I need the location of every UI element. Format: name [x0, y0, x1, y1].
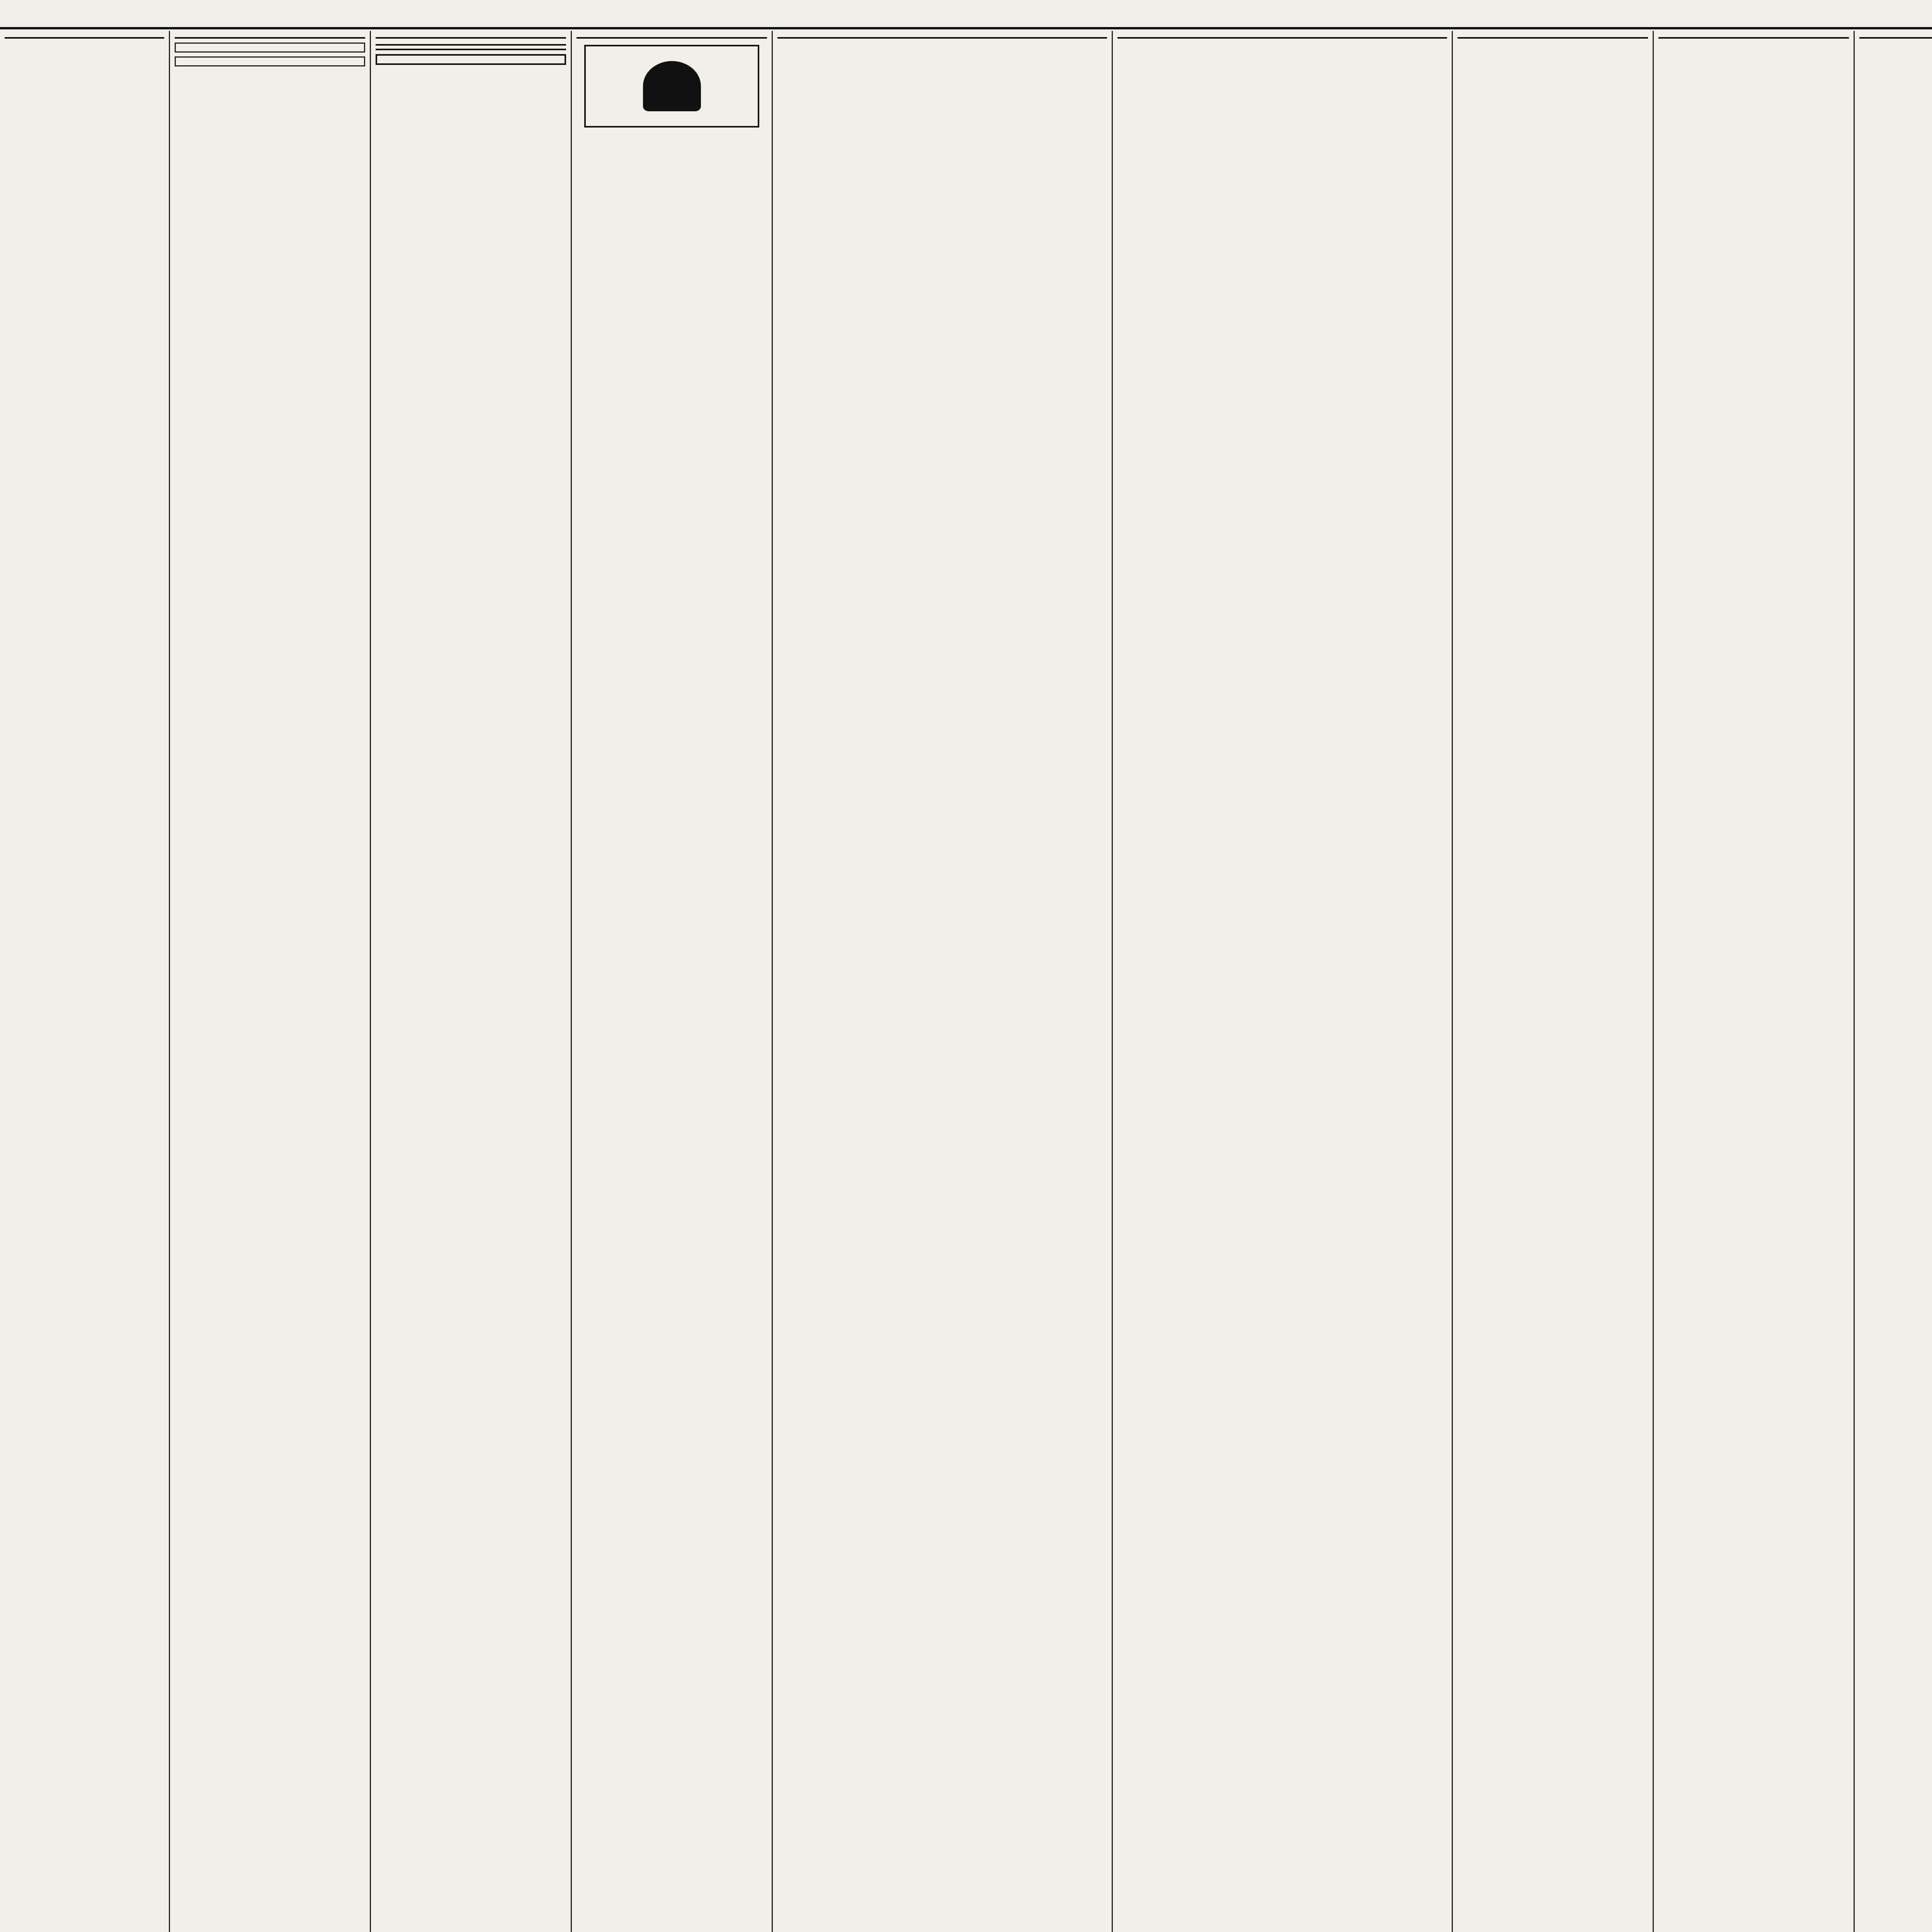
realty-logo [376, 54, 566, 65]
column-situations-vacant-2 [1113, 31, 1453, 1932]
column-header [1458, 31, 1648, 39]
column-header [777, 31, 1107, 39]
column-to-let-3 [371, 31, 572, 1932]
column-situations-vacant-5 [1855, 31, 1932, 1932]
column-header [577, 31, 767, 39]
masthead [0, 0, 1932, 29]
premier-roofing-ad [584, 45, 759, 128]
column-trades [572, 31, 773, 1932]
column-situations-vacant-4 [1654, 31, 1855, 1932]
column-header [1658, 31, 1849, 39]
column-to-let-2 [170, 31, 371, 1932]
trades-header [376, 44, 566, 50]
column-situations-vacant-1 [773, 31, 1113, 1932]
column-to-let-1 [0, 31, 170, 1932]
column-header [1859, 31, 1932, 39]
column-header [5, 31, 164, 39]
roofer-illustration-icon [643, 61, 701, 111]
realty-ad [175, 43, 365, 53]
column-situations-vacant-3 [1453, 31, 1654, 1932]
column-header [1117, 31, 1447, 39]
column-header [175, 31, 365, 39]
carriers-ad [175, 56, 365, 66]
column-header [376, 31, 566, 39]
